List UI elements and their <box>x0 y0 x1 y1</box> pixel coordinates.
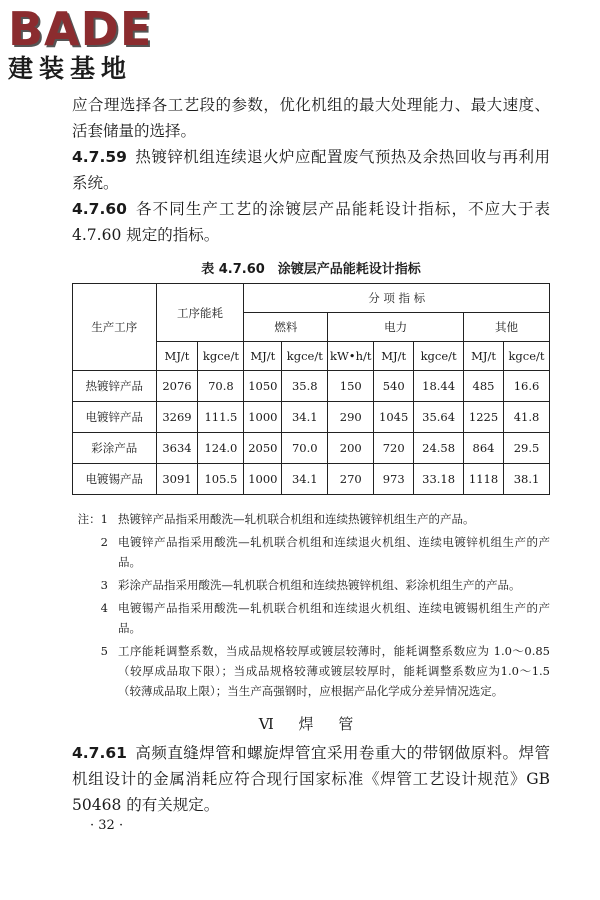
note-text: 工序能耗调整系数，当成品规格较厚或镀层较薄时，能耗调整系数应为 1.0～0.85（较厚成品取下限）；当成品规格较薄或镀层较厚时，能耗调整系数应为1.0～1.5（较薄成品取上限）；当生产高强钢时，应根据产品化学成分差异情况选定。 <box>118 644 550 698</box>
unit-header: MJ/t <box>156 342 198 371</box>
logo-sub-text: 建装基地 <box>8 54 133 83</box>
table-cell: 70.8 <box>198 371 244 402</box>
table-notes <box>72 509 550 701</box>
unit-header: kgce/t <box>198 342 244 371</box>
table-cell: 290 <box>328 402 374 433</box>
header-fuel: 燃料 <box>244 313 328 342</box>
table-cell: 18.44 <box>414 371 464 402</box>
note-number: 1 <box>100 512 108 526</box>
unit-header: MJ/t <box>464 342 504 371</box>
note-text: 彩涂产品指采用酸洗—轧机联合机组和连续热镀锌机组、彩涂机组生产的产品。 <box>118 578 521 592</box>
table-cell: 3091 <box>156 464 198 495</box>
unit-header: MJ/t <box>374 342 414 371</box>
table-cell: 1118 <box>464 464 504 495</box>
note-item <box>72 509 550 529</box>
table-cell: 24.58 <box>414 433 464 464</box>
logo-main-text: BADE <box>8 2 153 56</box>
page-number: · 32 · <box>90 818 124 833</box>
table-cell: 864 <box>464 433 504 464</box>
header-process: 生产工序 <box>73 284 157 371</box>
table-cell: 485 <box>464 371 504 402</box>
table-cell: 124.0 <box>198 433 244 464</box>
table-cell: 2076 <box>156 371 198 402</box>
clause-number: 4.7.60 <box>72 200 127 218</box>
unit-header: kgce/t <box>414 342 464 371</box>
table-cell: 35.64 <box>414 402 464 433</box>
table-cell: 540 <box>374 371 414 402</box>
clause-4-7-61 <box>72 740 550 818</box>
clause-number: 4.7.59 <box>72 148 127 166</box>
header-process-energy: 工序能耗 <box>156 284 244 342</box>
table-cell: 1000 <box>244 402 282 433</box>
clause-text: 各不同生产工艺的涂镀层产品能耗设计指标，不应大于表 4.7.60 规定的指标。 <box>72 200 550 244</box>
note-number: 2 <box>100 535 108 549</box>
table-cell: 720 <box>374 433 414 464</box>
table-row <box>73 371 550 402</box>
table-cell: 3269 <box>156 402 198 433</box>
note-item <box>72 532 550 572</box>
table-cell: 1225 <box>464 402 504 433</box>
table-cell: 70.0 <box>282 433 328 464</box>
energy-table <box>72 283 550 495</box>
clause-4-7-59 <box>72 144 550 196</box>
clause-text: 高频直缝焊管和螺旋焊管宜采用卷重大的带钢做原料。焊管机组设计的金属消耗应符合现行国家标准《焊管工艺设计规范》GB 50468 的有关规定。 <box>72 744 550 814</box>
unit-header: MJ/t <box>244 342 282 371</box>
note-item <box>72 598 550 638</box>
table-cell: 1045 <box>374 402 414 433</box>
table-row <box>73 433 550 464</box>
notes-label: 注： <box>77 512 101 526</box>
table-cell: 34.1 <box>282 464 328 495</box>
unit-header: kgce/t <box>282 342 328 371</box>
note-text: 电镀锡产品指采用酸洗—轧机联合机组和连续退火机组、连续电镀锡机组生产的产品。 <box>118 601 550 635</box>
table-cell: 973 <box>374 464 414 495</box>
product-name: 电镀锌产品 <box>73 402 157 433</box>
table-title: 表 4.7.60 涂镀层产品能耗设计指标 <box>201 262 421 277</box>
table-cell: 2050 <box>244 433 282 464</box>
table-row <box>73 402 550 433</box>
table-cell: 33.18 <box>414 464 464 495</box>
unit-header: kW•h/t <box>328 342 374 371</box>
clause-number: 4.7.61 <box>72 744 127 762</box>
table-cell: 29.5 <box>503 433 549 464</box>
table-cell: 270 <box>328 464 374 495</box>
note-number: 4 <box>100 601 108 615</box>
table-cell: 3634 <box>156 433 198 464</box>
header-sub-items: 分 项 指 标 <box>244 284 550 313</box>
product-name: 电镀锡产品 <box>73 464 157 495</box>
product-name: 彩涂产品 <box>73 433 157 464</box>
table-cell: 111.5 <box>198 402 244 433</box>
table-cell: 35.8 <box>282 371 328 402</box>
section-heading: Ⅵ 焊 管 <box>258 715 364 733</box>
product-name: 热镀锌产品 <box>73 371 157 402</box>
table-cell: 105.5 <box>198 464 244 495</box>
header-electricity: 电力 <box>328 313 464 342</box>
note-number: 5 <box>100 644 108 658</box>
note-text: 电镀锌产品指采用酸洗—轧机联合机组和连续退火机组、连续电镀锌机组生产的产品。 <box>118 535 550 569</box>
table-cell: 41.8 <box>503 402 549 433</box>
clause-text: 热镀锌机组连续退火炉应配置废气预热及余热回收与再利用系统。 <box>72 148 550 192</box>
clause-4-7-60 <box>72 196 550 248</box>
paragraph-continuation: 应合理选择各工艺段的参数，优化机组的最大处理能力、最大速度、活套储量的选择。 <box>72 96 550 140</box>
table-cell: 34.1 <box>282 402 328 433</box>
logo <box>8 4 178 84</box>
table-cell: 38.1 <box>503 464 549 495</box>
table-cell: 200 <box>328 433 374 464</box>
document-content <box>72 92 550 818</box>
table-cell: 16.6 <box>503 371 549 402</box>
note-item <box>72 575 550 595</box>
header-other: 其他 <box>464 313 550 342</box>
note-text: 热镀锌产品指采用酸洗—轧机联合机组和连续热镀锌机组生产的产品。 <box>118 512 475 526</box>
table-cell: 1050 <box>244 371 282 402</box>
unit-header: kgce/t <box>503 342 549 371</box>
table-cell: 1000 <box>244 464 282 495</box>
note-item <box>72 641 550 701</box>
table-row <box>73 464 550 495</box>
note-number: 3 <box>100 578 108 592</box>
table-cell: 150 <box>328 371 374 402</box>
